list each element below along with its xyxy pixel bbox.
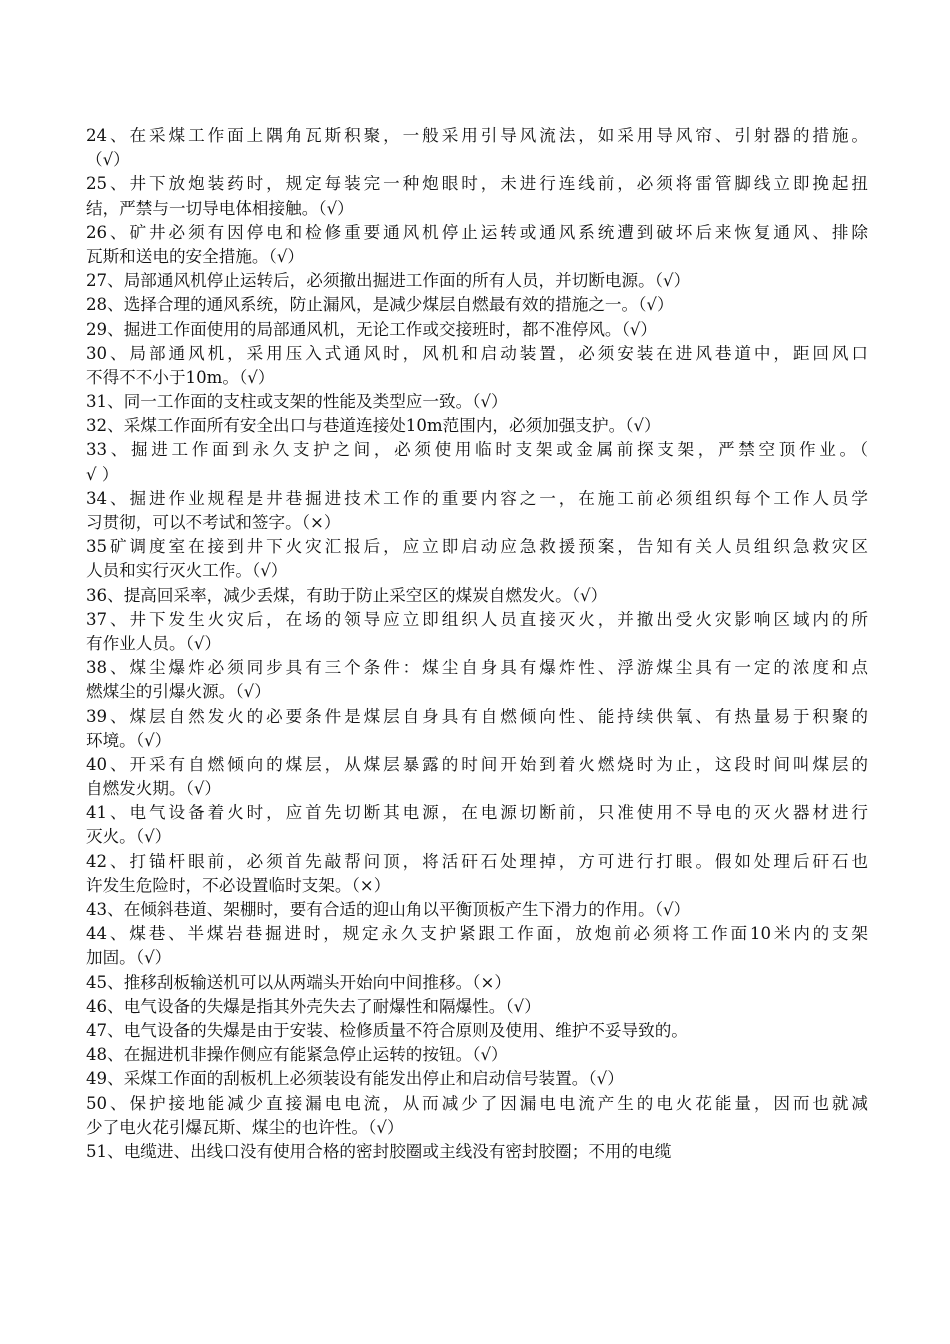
text-line: 34、掘进作业规程是井巷掘进技术工作的重要内容之一，在施工前必须组织每个工作人员学	[86, 488, 868, 508]
text-line: 45、推移刮板输送机可以从两端头开始向中间推移。（×）	[86, 972, 511, 992]
text-line: 40、开采有自燃倾向的煤层，从煤层暴露的时间开始到着火燃烧时为止，这段时间叫煤层的	[86, 754, 868, 774]
text-line: 44、煤巷、半煤岩巷掘进时，规定永久支护紧跟工作面，放炮前必须将工作面10米内的支架	[86, 924, 868, 944]
text-line: 30、局部通风机，采用压入式通风时，风机和启动装置，必须安装在进风巷道中，距回风口	[86, 343, 868, 363]
text-line: √ ）	[86, 464, 119, 484]
text-line: 48、在掘进机非操作侧应有能紧急停止运转的按钮。（√）	[86, 1045, 508, 1065]
text-line: 33、掘进工作面到永久支护之间，必须使用临时支架或金属前探支架，严禁空顶作业。（	[86, 440, 868, 460]
text-line: 瓦斯和送电的安全措施。（√）	[86, 246, 304, 266]
text-line: 39、煤层自然发火的必要条件是煤层自身具有自燃倾向性、能持续供氧、有热量易于积聚的	[86, 706, 868, 726]
text-line: 36、提高回采率，减少丢煤，有助于防止采空区的煤炭自燃发火。（√）	[86, 585, 608, 605]
text-line: 26、矿井必须有因停电和检修重要通风机停止运转或通风系统遭到破坏后来恢复通风、排除	[86, 222, 868, 242]
text-line: 少了电火花引爆瓦斯、煤尘的也许性。（√）	[86, 1117, 404, 1137]
text-line: 47、电气设备的失爆是由于安装、检修质量不符合原则及使用、维护不妥导致的。	[86, 1020, 688, 1040]
text-line: 31、同一工作面的支柱或支架的性能及类型应一致。（√）	[86, 392, 508, 412]
text-line: 不得不不小于10m。（√）	[86, 367, 275, 387]
text-line: 29、掘进工作面使用的局部通风机，无论工作或交接班时，都不准停风。（√）	[86, 319, 657, 339]
text-line: 41、电气设备着火时，应首先切断其电源，在电源切断前，只准使用不导电的灭火器材进行	[86, 803, 868, 823]
document-body	[86, 124, 868, 1164]
text-line: 42、打锚杆眼前，必须首先敲帮问顶，将活矸石处理掉，方可进行打眼。假如处理后矸石也	[86, 851, 868, 871]
text-line: 灭火。（√）	[86, 827, 172, 847]
text-line: 32、采煤工作面所有安全出口与巷道连接处10m范围内，必须加强支护。（√）	[86, 416, 661, 436]
text-line: 燃煤尘的引爆火源。（√）	[86, 682, 271, 702]
text-line: 25、井下放炮装药时，规定每装完一种炮眼时，未进行连线前，必须将雷管脚线立即挽起扭	[86, 174, 868, 194]
text-line: 35矿调度室在接到井下火灾汇报后，应立即启动应急救援预案，告知有关人员组织急救灾区	[86, 537, 868, 557]
text-line: 46、电气设备的失爆是指其外壳失去了耐爆性和隔爆性。（√）	[86, 996, 541, 1016]
text-line: 28、选择合理的通风系统，防止漏风，是减少煤层自燃最有效的措施之一。（√）	[86, 295, 674, 315]
text-line: 43、在倾斜巷道、架棚时，要有合适的迎山角以平衡顶板产生下滑力的作用。（√）	[86, 900, 691, 919]
text-line: 环境。（√）	[86, 730, 172, 750]
text-line: 习贯彻，可以不考试和签字。（×）	[86, 513, 341, 532]
text-line: 24、在采煤工作面上隅角瓦斯积聚，一般采用引导风流法，如采用导风帘、引射器的措施。	[86, 126, 868, 145]
text-line: （√）	[86, 150, 130, 170]
text-line: 有作业人员。（√）	[86, 633, 222, 653]
text-line: 27、局部通风机停止运转后，必须撤出掘进工作面的所有人员，并切断电源。（√）	[86, 271, 691, 291]
text-line: 50、保护接地能减少直接漏电电流，从而减少了因漏电电流产生的电火花能量，因而也就减	[86, 1093, 868, 1113]
text-line: 许发生危险时，不必设置临时支架。（×）	[86, 875, 391, 895]
text-line: 51、电缆进、出线口没有使用合格的密封胶圈或主线没有密封胶圈；不用的电缆	[86, 1141, 672, 1161]
text-line: 38、煤尘爆炸必须同步具有三个条件：煤尘自身具有爆炸性、浮游煤尘具有一定的浓度和点	[86, 658, 868, 678]
text-line: 加固。（√）	[86, 948, 172, 968]
text-line: 自燃发火期。（√）	[86, 779, 222, 799]
text-line: 人员和实行灭火工作。（√）	[86, 561, 288, 581]
text-line: 结，严禁与一切导电体相接触。（√）	[86, 198, 354, 218]
text-line: 37、井下发生火灾后，在场的领导应立即组织人员直接灭火，并撤出受火灾影响区域内的所	[86, 609, 868, 629]
text-line: 49、采煤工作面的刮板机上必须装设有能发出停止和启动信号装置。（√）	[86, 1069, 624, 1089]
